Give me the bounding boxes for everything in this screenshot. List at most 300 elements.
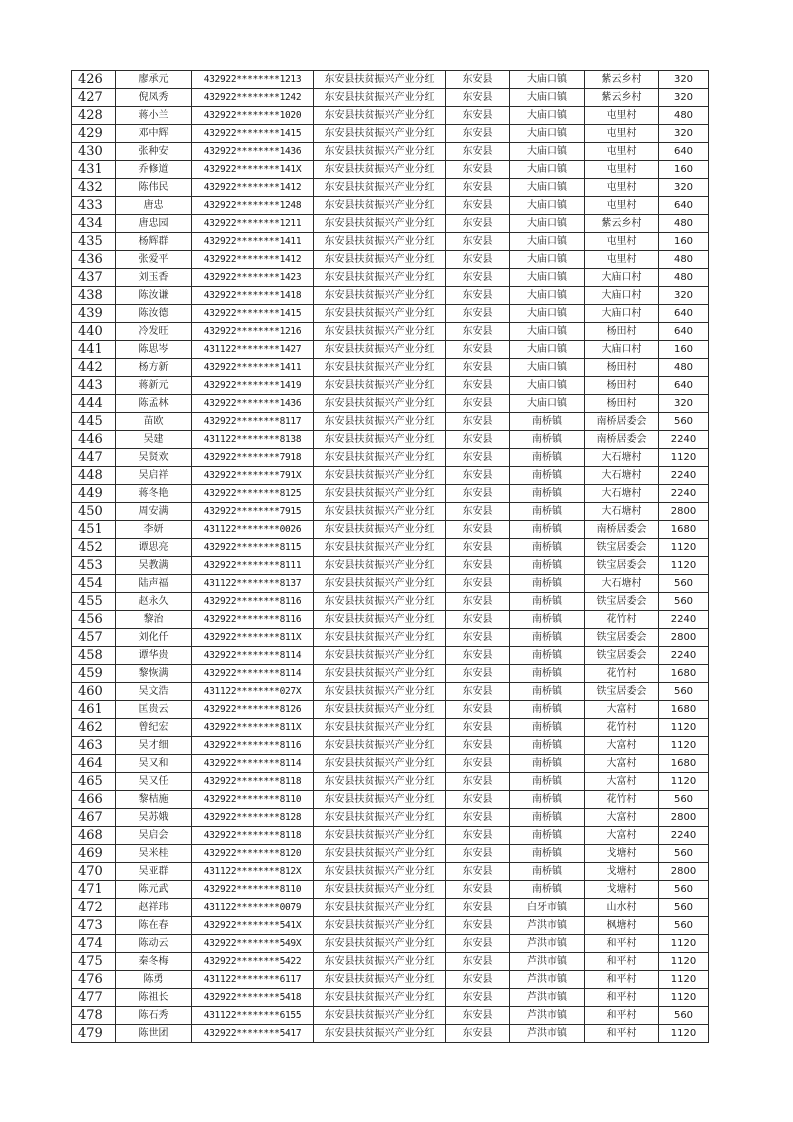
- project-name-cell: 东安县扶贫振兴产业分红: [314, 863, 446, 881]
- table-row: [72, 359, 709, 377]
- row-number-cell: 479: [72, 1025, 116, 1043]
- row-number-cell: 463: [72, 737, 116, 755]
- row-number-cell: 440: [72, 323, 116, 341]
- project-name-cell: 东安县扶贫振兴产业分红: [314, 521, 446, 539]
- amount-cell: 160: [659, 233, 709, 251]
- amount-cell: 1120: [659, 971, 709, 989]
- village-cell: 大富村: [585, 701, 659, 719]
- row-number-cell: 450: [72, 503, 116, 521]
- id-number-cell: 432922********1415: [192, 305, 314, 323]
- amount-cell: 1680: [659, 755, 709, 773]
- county-cell: 东安县: [446, 161, 510, 179]
- amount-cell: 560: [659, 683, 709, 701]
- row-number-cell: 473: [72, 917, 116, 935]
- table-row: [72, 161, 709, 179]
- amount-cell: 480: [659, 269, 709, 287]
- table-row: [72, 215, 709, 233]
- person-name-cell: 乔修道: [116, 161, 192, 179]
- amount-cell: 1120: [659, 539, 709, 557]
- village-cell: 和平村: [585, 989, 659, 1007]
- id-number-cell: 431122********6155: [192, 1007, 314, 1025]
- row-number-cell: 426: [72, 71, 116, 89]
- town-cell: 南桥镇: [510, 665, 585, 683]
- town-cell: 南桥镇: [510, 827, 585, 845]
- town-cell: 南桥镇: [510, 575, 585, 593]
- village-cell: 大庙口村: [585, 287, 659, 305]
- amount-cell: 1120: [659, 773, 709, 791]
- person-name-cell: 倪凤秀: [116, 89, 192, 107]
- id-number-cell: 432922********5422: [192, 953, 314, 971]
- village-cell: 屯里村: [585, 143, 659, 161]
- id-number-cell: 431122********6117: [192, 971, 314, 989]
- village-cell: 大石塘村: [585, 449, 659, 467]
- village-cell: 杨田村: [585, 377, 659, 395]
- project-name-cell: 东安县扶贫振兴产业分红: [314, 197, 446, 215]
- amount-cell: 320: [659, 89, 709, 107]
- county-cell: 东安县: [446, 899, 510, 917]
- row-number-cell: 466: [72, 791, 116, 809]
- row-number-cell: 476: [72, 971, 116, 989]
- amount-cell: 2240: [659, 485, 709, 503]
- person-name-cell: 苗欧: [116, 413, 192, 431]
- village-cell: 大石塘村: [585, 467, 659, 485]
- person-name-cell: 蒋新元: [116, 377, 192, 395]
- project-name-cell: 东安县扶贫振兴产业分红: [314, 107, 446, 125]
- project-name-cell: 东安县扶贫振兴产业分红: [314, 953, 446, 971]
- id-number-cell: 432922********8120: [192, 845, 314, 863]
- person-name-cell: 黎恢满: [116, 665, 192, 683]
- amount-cell: 1680: [659, 521, 709, 539]
- person-name-cell: 周安满: [116, 503, 192, 521]
- town-cell: 南桥镇: [510, 647, 585, 665]
- county-cell: 东安县: [446, 971, 510, 989]
- row-number-cell: 436: [72, 251, 116, 269]
- county-cell: 东安县: [446, 701, 510, 719]
- amount-cell: 560: [659, 1007, 709, 1025]
- person-name-cell: 李妍: [116, 521, 192, 539]
- county-cell: 东安县: [446, 251, 510, 269]
- project-name-cell: 东安县扶贫振兴产业分红: [314, 179, 446, 197]
- village-cell: 大富村: [585, 809, 659, 827]
- id-number-cell: 432922********8110: [192, 791, 314, 809]
- amount-cell: 560: [659, 845, 709, 863]
- village-cell: 戈塘村: [585, 863, 659, 881]
- county-cell: 东安县: [446, 143, 510, 161]
- row-number-cell: 434: [72, 215, 116, 233]
- project-name-cell: 东安县扶贫振兴产业分红: [314, 305, 446, 323]
- person-name-cell: 赵永久: [116, 593, 192, 611]
- id-number-cell: 432922********1242: [192, 89, 314, 107]
- person-name-cell: 陈世团: [116, 1025, 192, 1043]
- person-name-cell: 张种安: [116, 143, 192, 161]
- amount-cell: 2240: [659, 647, 709, 665]
- id-number-cell: 432922********1411: [192, 233, 314, 251]
- village-cell: 和平村: [585, 953, 659, 971]
- village-cell: 大石塘村: [585, 503, 659, 521]
- table-row: [72, 143, 709, 161]
- row-number-cell: 475: [72, 953, 116, 971]
- project-name-cell: 东安县扶贫振兴产业分红: [314, 755, 446, 773]
- row-number-cell: 469: [72, 845, 116, 863]
- row-number-cell: 468: [72, 827, 116, 845]
- county-cell: 东安县: [446, 791, 510, 809]
- county-cell: 东安县: [446, 413, 510, 431]
- table-row: [72, 593, 709, 611]
- amount-cell: 2240: [659, 467, 709, 485]
- amount-cell: 160: [659, 161, 709, 179]
- person-name-cell: 匡贵云: [116, 701, 192, 719]
- row-number-cell: 443: [72, 377, 116, 395]
- table-row: [72, 737, 709, 755]
- id-number-cell: 431122********0079: [192, 899, 314, 917]
- row-number-cell: 445: [72, 413, 116, 431]
- person-name-cell: 吴教满: [116, 557, 192, 575]
- id-number-cell: 432922********541X: [192, 917, 314, 935]
- id-number-cell: 431122********0026: [192, 521, 314, 539]
- town-cell: 大庙口镇: [510, 161, 585, 179]
- id-number-cell: 432922********1248: [192, 197, 314, 215]
- table-row: [72, 197, 709, 215]
- table-row: [72, 269, 709, 287]
- row-number-cell: 465: [72, 773, 116, 791]
- project-name-cell: 东安县扶贫振兴产业分红: [314, 251, 446, 269]
- town-cell: 南桥镇: [510, 737, 585, 755]
- amount-cell: 2240: [659, 827, 709, 845]
- town-cell: 大庙口镇: [510, 233, 585, 251]
- row-number-cell: 453: [72, 557, 116, 575]
- table-row: [72, 341, 709, 359]
- project-name-cell: 东安县扶贫振兴产业分红: [314, 485, 446, 503]
- project-name-cell: 东安县扶贫振兴产业分红: [314, 917, 446, 935]
- table-row: [72, 791, 709, 809]
- county-cell: 东安县: [446, 989, 510, 1007]
- village-cell: 大富村: [585, 737, 659, 755]
- person-name-cell: 吴文浩: [116, 683, 192, 701]
- person-name-cell: 杨辉群: [116, 233, 192, 251]
- project-name-cell: 东安县扶贫振兴产业分红: [314, 683, 446, 701]
- table-row: [72, 413, 709, 431]
- row-number-cell: 441: [72, 341, 116, 359]
- table-row: [72, 89, 709, 107]
- amount-cell: 2800: [659, 503, 709, 521]
- county-cell: 东安县: [446, 557, 510, 575]
- id-number-cell: 432922********5417: [192, 1025, 314, 1043]
- town-cell: 南桥镇: [510, 593, 585, 611]
- village-cell: 铁宝居委会: [585, 557, 659, 575]
- person-name-cell: 陈祖长: [116, 989, 192, 1007]
- table-row: [72, 71, 709, 89]
- town-cell: 芦洪市镇: [510, 971, 585, 989]
- town-cell: 南桥镇: [510, 503, 585, 521]
- project-name-cell: 东安县扶贫振兴产业分红: [314, 881, 446, 899]
- table-row: [72, 287, 709, 305]
- project-name-cell: 东安县扶贫振兴产业分红: [314, 287, 446, 305]
- person-name-cell: 谭思亮: [116, 539, 192, 557]
- project-name-cell: 东安县扶贫振兴产业分红: [314, 143, 446, 161]
- row-number-cell: 462: [72, 719, 116, 737]
- person-name-cell: 吴亚群: [116, 863, 192, 881]
- town-cell: 南桥镇: [510, 629, 585, 647]
- amount-cell: 560: [659, 881, 709, 899]
- id-number-cell: 432922********141X: [192, 161, 314, 179]
- id-number-cell: 432922********811X: [192, 719, 314, 737]
- id-number-cell: 432922********8116: [192, 593, 314, 611]
- town-cell: 南桥镇: [510, 845, 585, 863]
- amount-cell: 1120: [659, 935, 709, 953]
- table-row: [72, 935, 709, 953]
- id-number-cell: 432922********7915: [192, 503, 314, 521]
- row-number-cell: 447: [72, 449, 116, 467]
- person-name-cell: 吴启会: [116, 827, 192, 845]
- amount-cell: 640: [659, 323, 709, 341]
- id-number-cell: 432922********7918: [192, 449, 314, 467]
- town-cell: 大庙口镇: [510, 341, 585, 359]
- table-row: [72, 845, 709, 863]
- town-cell: 大庙口镇: [510, 287, 585, 305]
- project-name-cell: 东安县扶贫振兴产业分红: [314, 593, 446, 611]
- county-cell: 东安县: [446, 431, 510, 449]
- id-number-cell: 432922********1412: [192, 179, 314, 197]
- amount-cell: 2800: [659, 629, 709, 647]
- row-number-cell: 446: [72, 431, 116, 449]
- village-cell: 大富村: [585, 755, 659, 773]
- person-name-cell: 陈汝德: [116, 305, 192, 323]
- village-cell: 南桥居委会: [585, 431, 659, 449]
- amount-cell: 320: [659, 125, 709, 143]
- project-name-cell: 东安县扶贫振兴产业分红: [314, 161, 446, 179]
- county-cell: 东安县: [446, 755, 510, 773]
- county-cell: 东安县: [446, 827, 510, 845]
- person-name-cell: 吴启祥: [116, 467, 192, 485]
- village-cell: 戈塘村: [585, 881, 659, 899]
- amount-cell: 560: [659, 575, 709, 593]
- dividend-roster-table: [71, 70, 709, 1043]
- person-name-cell: 刘玉香: [116, 269, 192, 287]
- town-cell: 南桥镇: [510, 791, 585, 809]
- amount-cell: 560: [659, 791, 709, 809]
- table-row: [72, 395, 709, 413]
- village-cell: 铁宝居委会: [585, 629, 659, 647]
- id-number-cell: 432922********791X: [192, 467, 314, 485]
- county-cell: 东安县: [446, 287, 510, 305]
- county-cell: 东安县: [446, 737, 510, 755]
- project-name-cell: 东安县扶贫振兴产业分红: [314, 899, 446, 917]
- town-cell: 南桥镇: [510, 557, 585, 575]
- village-cell: 杨田村: [585, 359, 659, 377]
- table-row: [72, 179, 709, 197]
- id-number-cell: 432922********8125: [192, 485, 314, 503]
- row-number-cell: 442: [72, 359, 116, 377]
- person-name-cell: 吴又和: [116, 755, 192, 773]
- village-cell: 和平村: [585, 1025, 659, 1043]
- village-cell: 花竹村: [585, 719, 659, 737]
- county-cell: 东安县: [446, 629, 510, 647]
- town-cell: 南桥镇: [510, 449, 585, 467]
- table-row: [72, 485, 709, 503]
- project-name-cell: 东安县扶贫振兴产业分红: [314, 215, 446, 233]
- project-name-cell: 东安县扶贫振兴产业分红: [314, 503, 446, 521]
- row-number-cell: 427: [72, 89, 116, 107]
- row-number-cell: 439: [72, 305, 116, 323]
- amount-cell: 1680: [659, 701, 709, 719]
- county-cell: 东安县: [446, 485, 510, 503]
- village-cell: 铁宝居委会: [585, 539, 659, 557]
- village-cell: 杨田村: [585, 323, 659, 341]
- table-row: [72, 539, 709, 557]
- project-name-cell: 东安县扶贫振兴产业分红: [314, 629, 446, 647]
- county-cell: 东安县: [446, 953, 510, 971]
- table-row: [72, 323, 709, 341]
- county-cell: 东安县: [446, 467, 510, 485]
- table-row: [72, 683, 709, 701]
- project-name-cell: 东安县扶贫振兴产业分红: [314, 449, 446, 467]
- town-cell: 南桥镇: [510, 413, 585, 431]
- village-cell: 戈塘村: [585, 845, 659, 863]
- id-number-cell: 432922********1412: [192, 251, 314, 269]
- county-cell: 东安县: [446, 935, 510, 953]
- table-row: [72, 503, 709, 521]
- project-name-cell: 东安县扶贫振兴产业分红: [314, 377, 446, 395]
- row-number-cell: 433: [72, 197, 116, 215]
- table-row: [72, 827, 709, 845]
- town-cell: 南桥镇: [510, 485, 585, 503]
- table-row: [72, 431, 709, 449]
- county-cell: 东安县: [446, 539, 510, 557]
- county-cell: 东安县: [446, 233, 510, 251]
- town-cell: 芦洪市镇: [510, 935, 585, 953]
- village-cell: 大富村: [585, 773, 659, 791]
- roster-sheet: [71, 70, 709, 1043]
- person-name-cell: 秦冬梅: [116, 953, 192, 971]
- town-cell: 大庙口镇: [510, 359, 585, 377]
- person-name-cell: 陈汝谦: [116, 287, 192, 305]
- village-cell: 杨田村: [585, 395, 659, 413]
- town-cell: 大庙口镇: [510, 251, 585, 269]
- row-number-cell: 477: [72, 989, 116, 1007]
- table-row: [72, 953, 709, 971]
- village-cell: 屯里村: [585, 161, 659, 179]
- table-row: [72, 755, 709, 773]
- town-cell: 南桥镇: [510, 521, 585, 539]
- town-cell: 大庙口镇: [510, 215, 585, 233]
- project-name-cell: 东安县扶贫振兴产业分红: [314, 845, 446, 863]
- county-cell: 东安县: [446, 881, 510, 899]
- person-name-cell: 陈在春: [116, 917, 192, 935]
- person-name-cell: 陆声福: [116, 575, 192, 593]
- table-row: [72, 305, 709, 323]
- person-name-cell: 廖承元: [116, 71, 192, 89]
- amount-cell: 480: [659, 359, 709, 377]
- id-number-cell: 432922********1415: [192, 125, 314, 143]
- town-cell: 大庙口镇: [510, 107, 585, 125]
- county-cell: 东安县: [446, 647, 510, 665]
- person-name-cell: 谭华贵: [116, 647, 192, 665]
- id-number-cell: 432922********8116: [192, 611, 314, 629]
- project-name-cell: 东安县扶贫振兴产业分红: [314, 431, 446, 449]
- county-cell: 东安县: [446, 845, 510, 863]
- village-cell: 花竹村: [585, 665, 659, 683]
- county-cell: 东安县: [446, 107, 510, 125]
- person-name-cell: 蒋小兰: [116, 107, 192, 125]
- row-number-cell: 459: [72, 665, 116, 683]
- person-name-cell: 陈孟林: [116, 395, 192, 413]
- person-name-cell: 吴苏娥: [116, 809, 192, 827]
- village-cell: 大庙口村: [585, 269, 659, 287]
- county-cell: 东安县: [446, 341, 510, 359]
- row-number-cell: 452: [72, 539, 116, 557]
- county-cell: 东安县: [446, 215, 510, 233]
- table-row: [72, 233, 709, 251]
- row-number-cell: 438: [72, 287, 116, 305]
- id-number-cell: 432922********1216: [192, 323, 314, 341]
- person-name-cell: 陈思岑: [116, 341, 192, 359]
- table-row: [72, 1007, 709, 1025]
- project-name-cell: 东安县扶贫振兴产业分红: [314, 827, 446, 845]
- village-cell: 花竹村: [585, 791, 659, 809]
- row-number-cell: 448: [72, 467, 116, 485]
- project-name-cell: 东安县扶贫振兴产业分红: [314, 989, 446, 1007]
- town-cell: 芦洪市镇: [510, 917, 585, 935]
- person-name-cell: 曾纪宏: [116, 719, 192, 737]
- village-cell: 紫云乡村: [585, 215, 659, 233]
- village-cell: 和平村: [585, 935, 659, 953]
- id-number-cell: 432922********8117: [192, 413, 314, 431]
- county-cell: 东安县: [446, 503, 510, 521]
- table-row: [72, 377, 709, 395]
- project-name-cell: 东安县扶贫振兴产业分红: [314, 575, 446, 593]
- county-cell: 东安县: [446, 305, 510, 323]
- table-row: [72, 899, 709, 917]
- village-cell: 屯里村: [585, 107, 659, 125]
- id-number-cell: 432922********1213: [192, 71, 314, 89]
- town-cell: 大庙口镇: [510, 197, 585, 215]
- project-name-cell: 东安县扶贫振兴产业分红: [314, 359, 446, 377]
- village-cell: 屯里村: [585, 233, 659, 251]
- row-number-cell: 471: [72, 881, 116, 899]
- id-number-cell: 432922********1436: [192, 395, 314, 413]
- amount-cell: 640: [659, 305, 709, 323]
- village-cell: 铁宝居委会: [585, 647, 659, 665]
- amount-cell: 320: [659, 179, 709, 197]
- amount-cell: 2240: [659, 431, 709, 449]
- id-number-cell: 432922********8114: [192, 755, 314, 773]
- id-number-cell: 432922********1411: [192, 359, 314, 377]
- town-cell: 南桥镇: [510, 467, 585, 485]
- town-cell: 芦洪市镇: [510, 989, 585, 1007]
- county-cell: 东安县: [446, 71, 510, 89]
- amount-cell: 480: [659, 215, 709, 233]
- amount-cell: 320: [659, 71, 709, 89]
- amount-cell: 1120: [659, 719, 709, 737]
- person-name-cell: 冷发旺: [116, 323, 192, 341]
- amount-cell: 480: [659, 107, 709, 125]
- project-name-cell: 东安县扶贫振兴产业分红: [314, 773, 446, 791]
- project-name-cell: 东安县扶贫振兴产业分红: [314, 737, 446, 755]
- project-name-cell: 东安县扶贫振兴产业分红: [314, 809, 446, 827]
- person-name-cell: 陈动云: [116, 935, 192, 953]
- table-row: [72, 575, 709, 593]
- amount-cell: 320: [659, 287, 709, 305]
- row-number-cell: 428: [72, 107, 116, 125]
- county-cell: 东安县: [446, 575, 510, 593]
- row-number-cell: 430: [72, 143, 116, 161]
- person-name-cell: 黎治: [116, 611, 192, 629]
- person-name-cell: 邓中辉: [116, 125, 192, 143]
- table-row: [72, 107, 709, 125]
- table-row: [72, 629, 709, 647]
- town-cell: 芦洪市镇: [510, 953, 585, 971]
- town-cell: 白牙市镇: [510, 899, 585, 917]
